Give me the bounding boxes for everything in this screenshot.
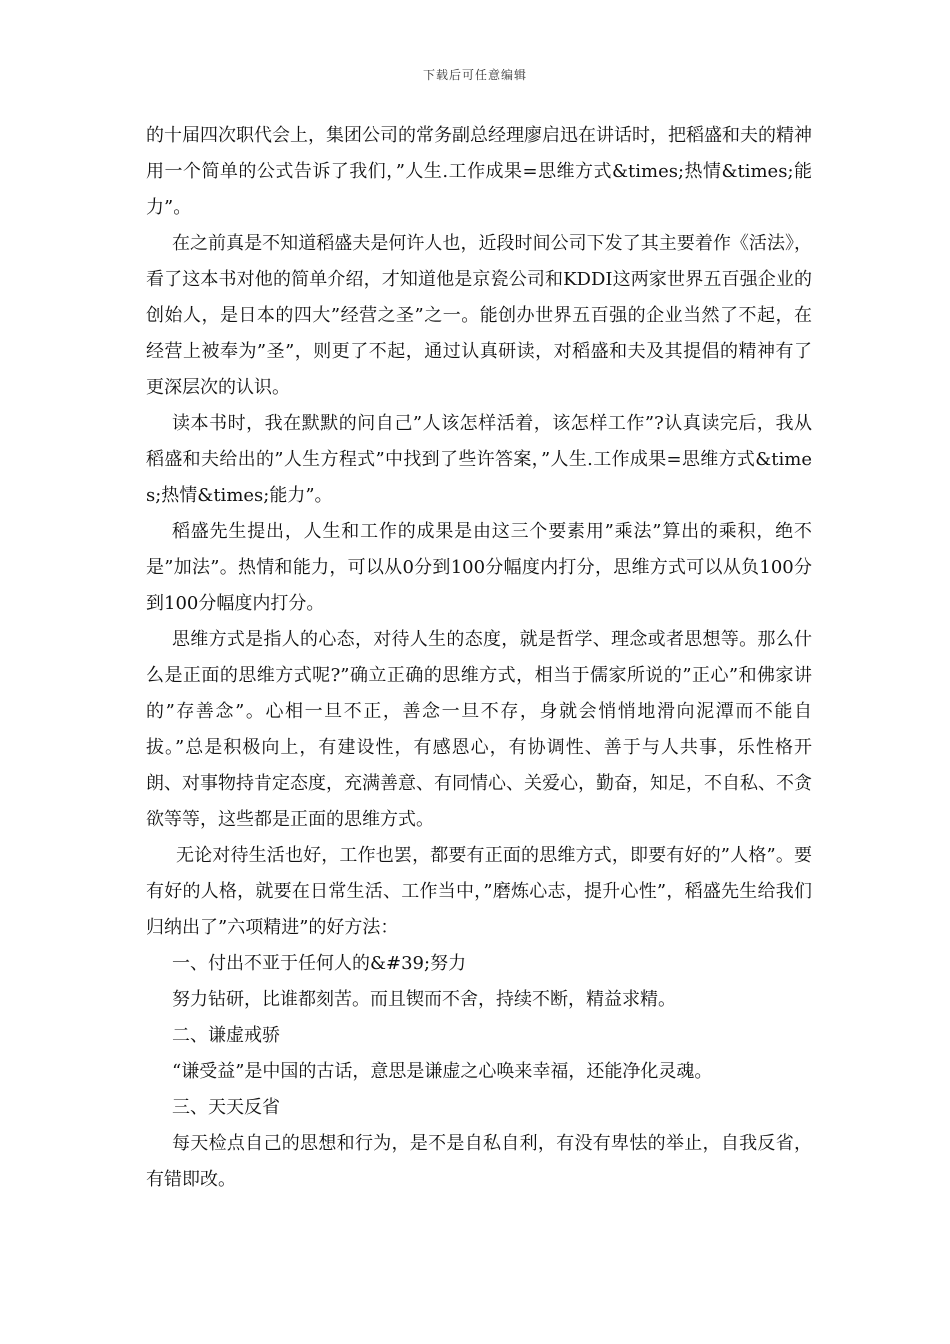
page-header: 下载后可任意编辑 xyxy=(422,68,527,82)
paragraph-3: 读本书时，我在默默的问自己”人该怎样活着，该怎样工作”?认真读完后，我从稻盛和夫给出的”人生方程式”中找到了些许答案，”人生.工作成果=思维方式&times;热情&times;能力”。 xyxy=(146,413,812,506)
section-heading-1: 一、付出不亚于任何人的&#39;努力 xyxy=(172,953,467,974)
section-text-2: “谦受益”是中国的古话，意思是谦虚之心唤来幸福，还能净化灵魂。 xyxy=(172,1061,713,1082)
section-heading-3: 三、天天反省 xyxy=(172,1097,280,1118)
paragraph-4: 稻盛先生提出，人生和工作的成果是由这三个要素用”乘法”算出的乘积，绝不是”加法”。热情和能力，可以从0分到100分幅度内打分，思维方式可以从负100分到100分幅度内打分。 xyxy=(146,521,812,614)
paragraph-5: 思维方式是指人的心态，对待人生的态度，就是哲学、理念或者思想等。那么什么是正面的思维方式呢?”确立正确的思维方式，相当于儒家所说的”正心”和佛家讲的”存善念”。心相一旦不正，善念一旦不存，身就会悄悄地滑向泥潭而不能自拔。”总是积极向上，有建设性，有感恩心，有协调性、善于与人共事，乐性格开朗、对事物持肯定态度，充满善意、有同情心、关爱心，勤奋，知足，不自私、不贪欲等等，这些都是正面的思维方式。 xyxy=(146,629,812,830)
document-body xyxy=(146,118,812,1198)
paragraph-6: 无论对待生活也好，工作也罢，都要有正面的思维方式，即要有好的”人格”。要有好的人格，就要在日常生活、工作当中，”磨炼心志，提升心性”，稻盛先生给我们归纳出了”六项精进”的好方法： xyxy=(146,845,812,938)
section-heading-2: 二、谦虚戒骄 xyxy=(172,1025,280,1046)
paragraph-1: 的十届四次职代会上，集团公司的常务副总经理廖启迅在讲话时，把稻盛和夫的精神用一个简单的公式告诉了我们，”人生.工作成果=思维方式&times;热情&times;能力”。 xyxy=(146,125,812,218)
section-text-1: 努力钻研，比谁都刻苦。而且锲而不舍，持续不断，精益求精。 xyxy=(172,989,676,1010)
section-text-3: 每天检点自己的思想和行为，是不是自私自利，有没有卑怯的举止，自我反省，有错即改。 xyxy=(146,1133,812,1190)
paragraph-2: 在之前真是不知道稻盛夫是何许人也，近段时间公司下发了其主要着作《活法》，看了这本书对他的简单介绍，才知道他是京瓷公司和KDDI这两家世界五百强企业的创始人，是日本的四大”经营之圣”之一。能创办世界五百强的企业当然了不起，在经营上被奉为”圣”，则更了不起，通过认真研读，对稻盛和夫及其提倡的精神有了更深层次的认识。 xyxy=(146,233,812,398)
